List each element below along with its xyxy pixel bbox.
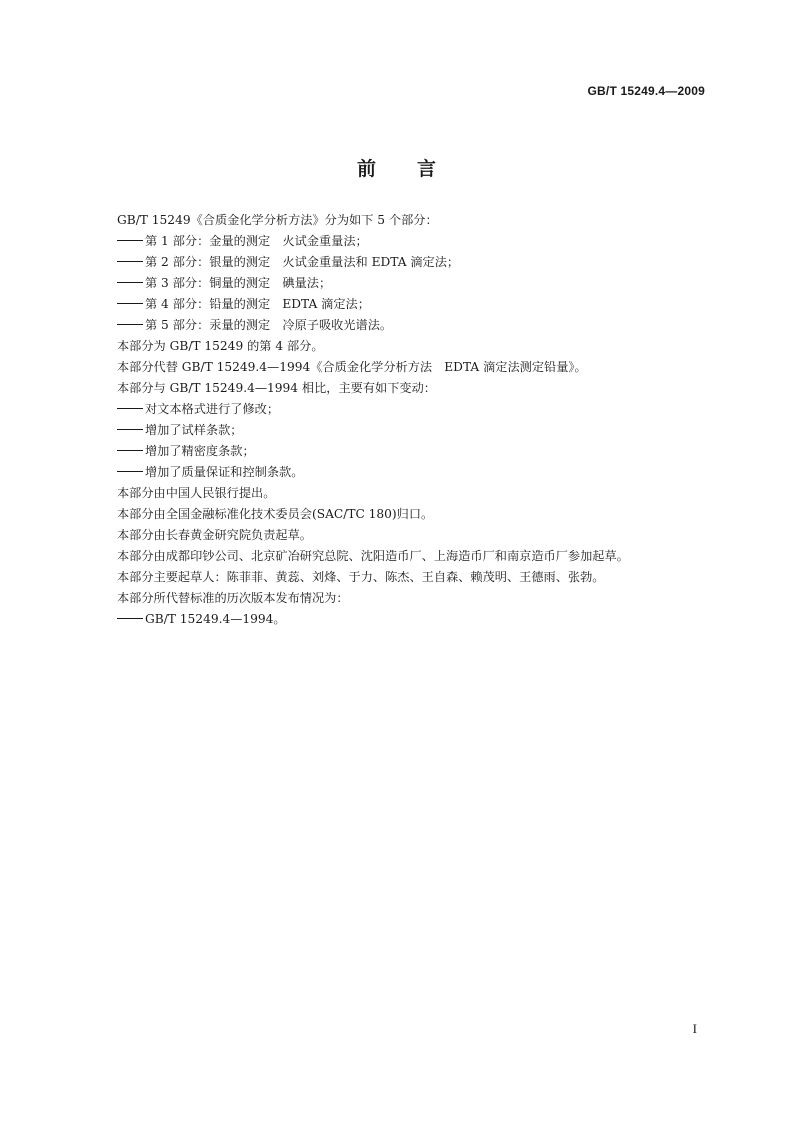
page-title xyxy=(0,154,794,181)
body-line-text: GB/T 15249《合质金化学分析方法》分为如下 5 个部分： xyxy=(117,213,438,227)
body-line-text: 本部分由长春黄金研究院负责起草。 xyxy=(117,528,312,542)
page-number: I xyxy=(692,1021,697,1036)
body-line xyxy=(117,315,717,336)
body-line-text: 本部分由中国人民银行提出。 xyxy=(117,486,276,500)
body-line xyxy=(117,399,717,420)
body-line xyxy=(117,252,717,273)
body-line xyxy=(117,294,717,315)
body-line-text: 第 2 部分：银量的测定 火试金重量法和 EDTA 滴定法； xyxy=(145,255,460,269)
body-line xyxy=(117,525,717,546)
body-line xyxy=(117,357,717,378)
body-line xyxy=(117,378,717,399)
body-line xyxy=(117,210,717,231)
body-line xyxy=(117,546,717,567)
body-line-text: 增加了质量保证和控制条款。 xyxy=(145,465,304,479)
body-line-text: 对文本格式进行了修改； xyxy=(145,402,280,416)
body-line xyxy=(117,483,717,504)
body-line-text: 本部分由成都印钞公司、北京矿冶研究总院、沈阳造币厂、上海造币厂和南京造币厂参加起草。 xyxy=(117,549,629,563)
page-title-char-1: 前 xyxy=(356,158,377,180)
body-line-text: 本部分与 GB/T 15249.4—1994 相比，主要有如下变动： xyxy=(117,381,436,395)
body-line xyxy=(117,420,717,441)
body-line-text: 增加了试样条款； xyxy=(145,423,243,437)
body-line-text: 第 4 部分：铅量的测定 EDTA 滴定法； xyxy=(145,297,370,311)
body-line-text: 本部分为 GB/T 15249 的第 4 部分。 xyxy=(117,339,324,353)
body-line-text: 第 1 部分：金量的测定 火试金重量法； xyxy=(145,234,368,248)
foreword-body xyxy=(117,210,717,630)
body-line xyxy=(117,588,717,609)
body-line xyxy=(117,504,717,525)
body-line-text: 增加了精密度条款； xyxy=(145,444,255,458)
body-line-text: 第 3 部分：铜量的测定 碘量法； xyxy=(145,276,332,290)
body-line xyxy=(117,441,717,462)
body-line xyxy=(117,609,717,630)
em-dash xyxy=(117,240,143,241)
em-dash xyxy=(117,429,143,430)
em-dash xyxy=(117,450,143,451)
body-line xyxy=(117,273,717,294)
em-dash xyxy=(117,408,143,409)
body-line-text: GB/T 15249.4—1994。 xyxy=(145,612,286,626)
body-line-text: 本部分由全国金融标准化技术委员会(SAC/TC 180)归口。 xyxy=(117,507,434,521)
em-dash xyxy=(117,324,143,325)
body-line-text: 本部分所代替标准的历次版本发布情况为： xyxy=(117,591,349,605)
standard-code: GB/T 15249.4—2009 xyxy=(587,84,705,98)
body-line xyxy=(117,462,717,483)
body-line xyxy=(117,336,717,357)
body-line-text: 本部分代替 GB/T 15249.4—1994《合质金化学分析方法 EDTA 滴定法测定铅量》。 xyxy=(117,360,587,374)
em-dash xyxy=(117,618,143,619)
body-line-text: 第 5 部分：汞量的测定 冷原子吸收光谱法。 xyxy=(145,318,393,332)
em-dash xyxy=(117,471,143,472)
page-title-char-2: 言 xyxy=(417,158,438,180)
em-dash xyxy=(117,261,143,262)
body-line-text: 本部分主要起草人：陈菲菲、黄蕊、刘烽、于力、陈杰、王自森、赖茂明、王德雨、张勃。 xyxy=(117,570,605,584)
body-line xyxy=(117,567,717,588)
em-dash xyxy=(117,303,143,304)
body-line xyxy=(117,231,717,252)
em-dash xyxy=(117,282,143,283)
